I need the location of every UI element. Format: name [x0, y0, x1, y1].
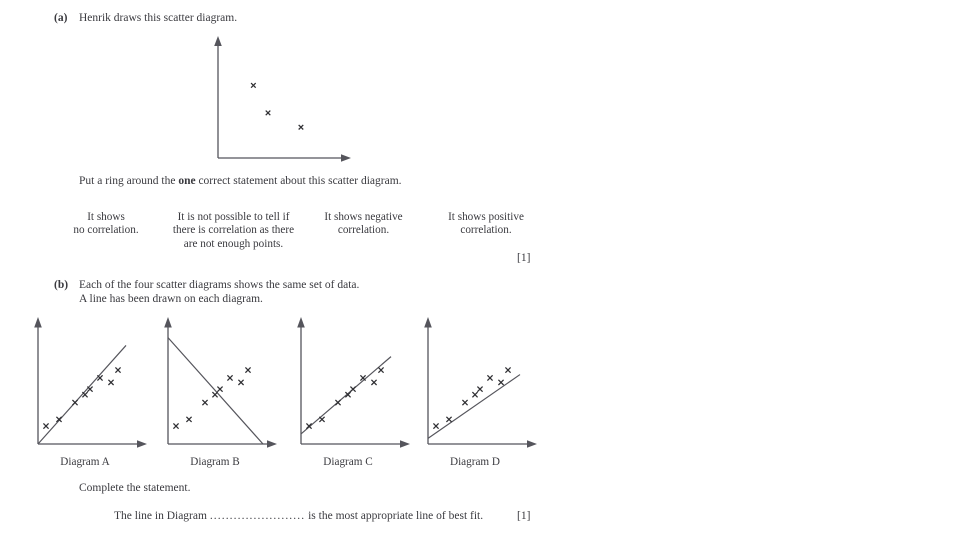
x-axis-arrowhead [137, 440, 147, 448]
data-point-marker [186, 417, 191, 422]
data-point-marker [202, 400, 207, 405]
y-axis-arrowhead [424, 317, 432, 328]
data-point-marker [245, 367, 250, 372]
data-point-marker [498, 380, 503, 385]
part-b-label: (b) [54, 279, 69, 291]
option-label: It is not possible to tell if there is correlation as there are not enough points. [172, 211, 295, 250]
data-markers-group [43, 367, 120, 428]
data-point-marker [462, 400, 467, 405]
data-markers-group [251, 83, 303, 129]
data-point-marker [97, 375, 102, 380]
data-point-marker [446, 417, 451, 422]
axes-group [214, 36, 351, 162]
answer-suffix: is the most appropriate line of best fit. [308, 510, 484, 522]
data-point-marker [173, 423, 178, 428]
part-a-stem: Henrik draws this scatter diagram. [79, 12, 238, 24]
ring-instruction-after: correct statement about this scatter diagram. [195, 175, 402, 187]
part-a-marks: [1] [517, 252, 531, 264]
diagram-cell-b[interactable] [150, 308, 280, 468]
data-point-marker [472, 392, 477, 397]
part-b-marks: [1] [517, 510, 531, 522]
data-point-marker [115, 367, 120, 372]
data-point-marker [266, 111, 271, 116]
diagram-a-label: Diagram A [60, 456, 110, 468]
diagrams-row [20, 308, 550, 468]
data-point-marker [72, 400, 77, 405]
diagram-d-label: Diagram D [449, 456, 501, 468]
data-point-marker [43, 423, 48, 428]
data-point-marker [251, 83, 256, 88]
y-axis-arrowhead [214, 36, 222, 46]
data-point-marker [82, 392, 87, 397]
x-axis-arrowhead [341, 154, 351, 162]
data-point-marker [212, 392, 217, 397]
option-not-possible-to-tell[interactable] [166, 211, 301, 251]
line-of-best-fit [38, 345, 126, 444]
line-of-best-fit [168, 338, 263, 444]
data-point-marker [217, 387, 222, 392]
data-point-marker [238, 380, 243, 385]
data-point-marker [108, 380, 113, 385]
scatter-a-svg [205, 32, 365, 168]
x-axis-arrowhead [527, 440, 537, 448]
line-of-best-fit [301, 357, 391, 434]
y-axis-arrowhead [164, 317, 172, 328]
data-point-marker [360, 375, 365, 380]
option-positive-correlation[interactable] [426, 211, 546, 251]
data-point-marker [505, 367, 510, 372]
answer-prefix: The line in Diagram [114, 510, 207, 522]
diagram-cell-d[interactable] [410, 308, 540, 468]
data-point-marker [87, 387, 92, 392]
data-point-marker [487, 375, 492, 380]
line-of-best-fit [428, 375, 520, 439]
data-point-marker [335, 400, 340, 405]
complete-statement-instruction: Complete the statement. [79, 482, 191, 494]
answer-blank[interactable]: ........................ [209, 510, 306, 522]
scatter-diagram-a [205, 32, 365, 168]
diagram-cell-c[interactable] [283, 308, 413, 468]
x-axis-arrowhead [400, 440, 410, 448]
data-point-marker [378, 367, 383, 372]
data-markers-group [173, 367, 250, 428]
part-b-stem: Each of the four scatter diagrams shows the same set of data. A line has been drawn on each diagram. [79, 279, 360, 305]
diagram-b-svg [150, 308, 280, 454]
data-point-marker [477, 387, 482, 392]
data-point-marker [433, 423, 438, 428]
ring-instruction-before: Put a ring around the [79, 175, 179, 187]
option-label: It shows positive correlation. [448, 211, 524, 237]
data-markers-group [433, 367, 510, 428]
y-axis-arrowhead [297, 317, 305, 328]
x-axis-arrowhead [267, 440, 277, 448]
data-point-marker [299, 125, 304, 130]
diagram-b-label: Diagram B [190, 456, 240, 468]
diagram-a-svg [20, 308, 150, 454]
diagram-d-svg [410, 308, 540, 454]
data-point-marker [227, 375, 232, 380]
option-negative-correlation[interactable] [301, 211, 426, 251]
option-label: It shows no correlation. [73, 211, 139, 237]
option-label: It shows negative correlation. [324, 211, 403, 237]
data-point-marker [350, 387, 355, 392]
data-point-marker [319, 417, 324, 422]
option-no-correlation[interactable] [46, 211, 166, 251]
diagram-cell-a[interactable] [20, 308, 150, 468]
data-point-marker [371, 380, 376, 385]
correlation-options-row [46, 211, 546, 251]
diagram-c-svg [283, 308, 413, 454]
part-a-label: (a) [54, 12, 68, 24]
ring-instruction [79, 175, 402, 187]
diagram-c-label: Diagram C [323, 456, 373, 468]
y-axis-arrowhead [34, 317, 42, 328]
answer-statement [114, 510, 483, 522]
ring-instruction-emphasis: one [178, 175, 196, 187]
